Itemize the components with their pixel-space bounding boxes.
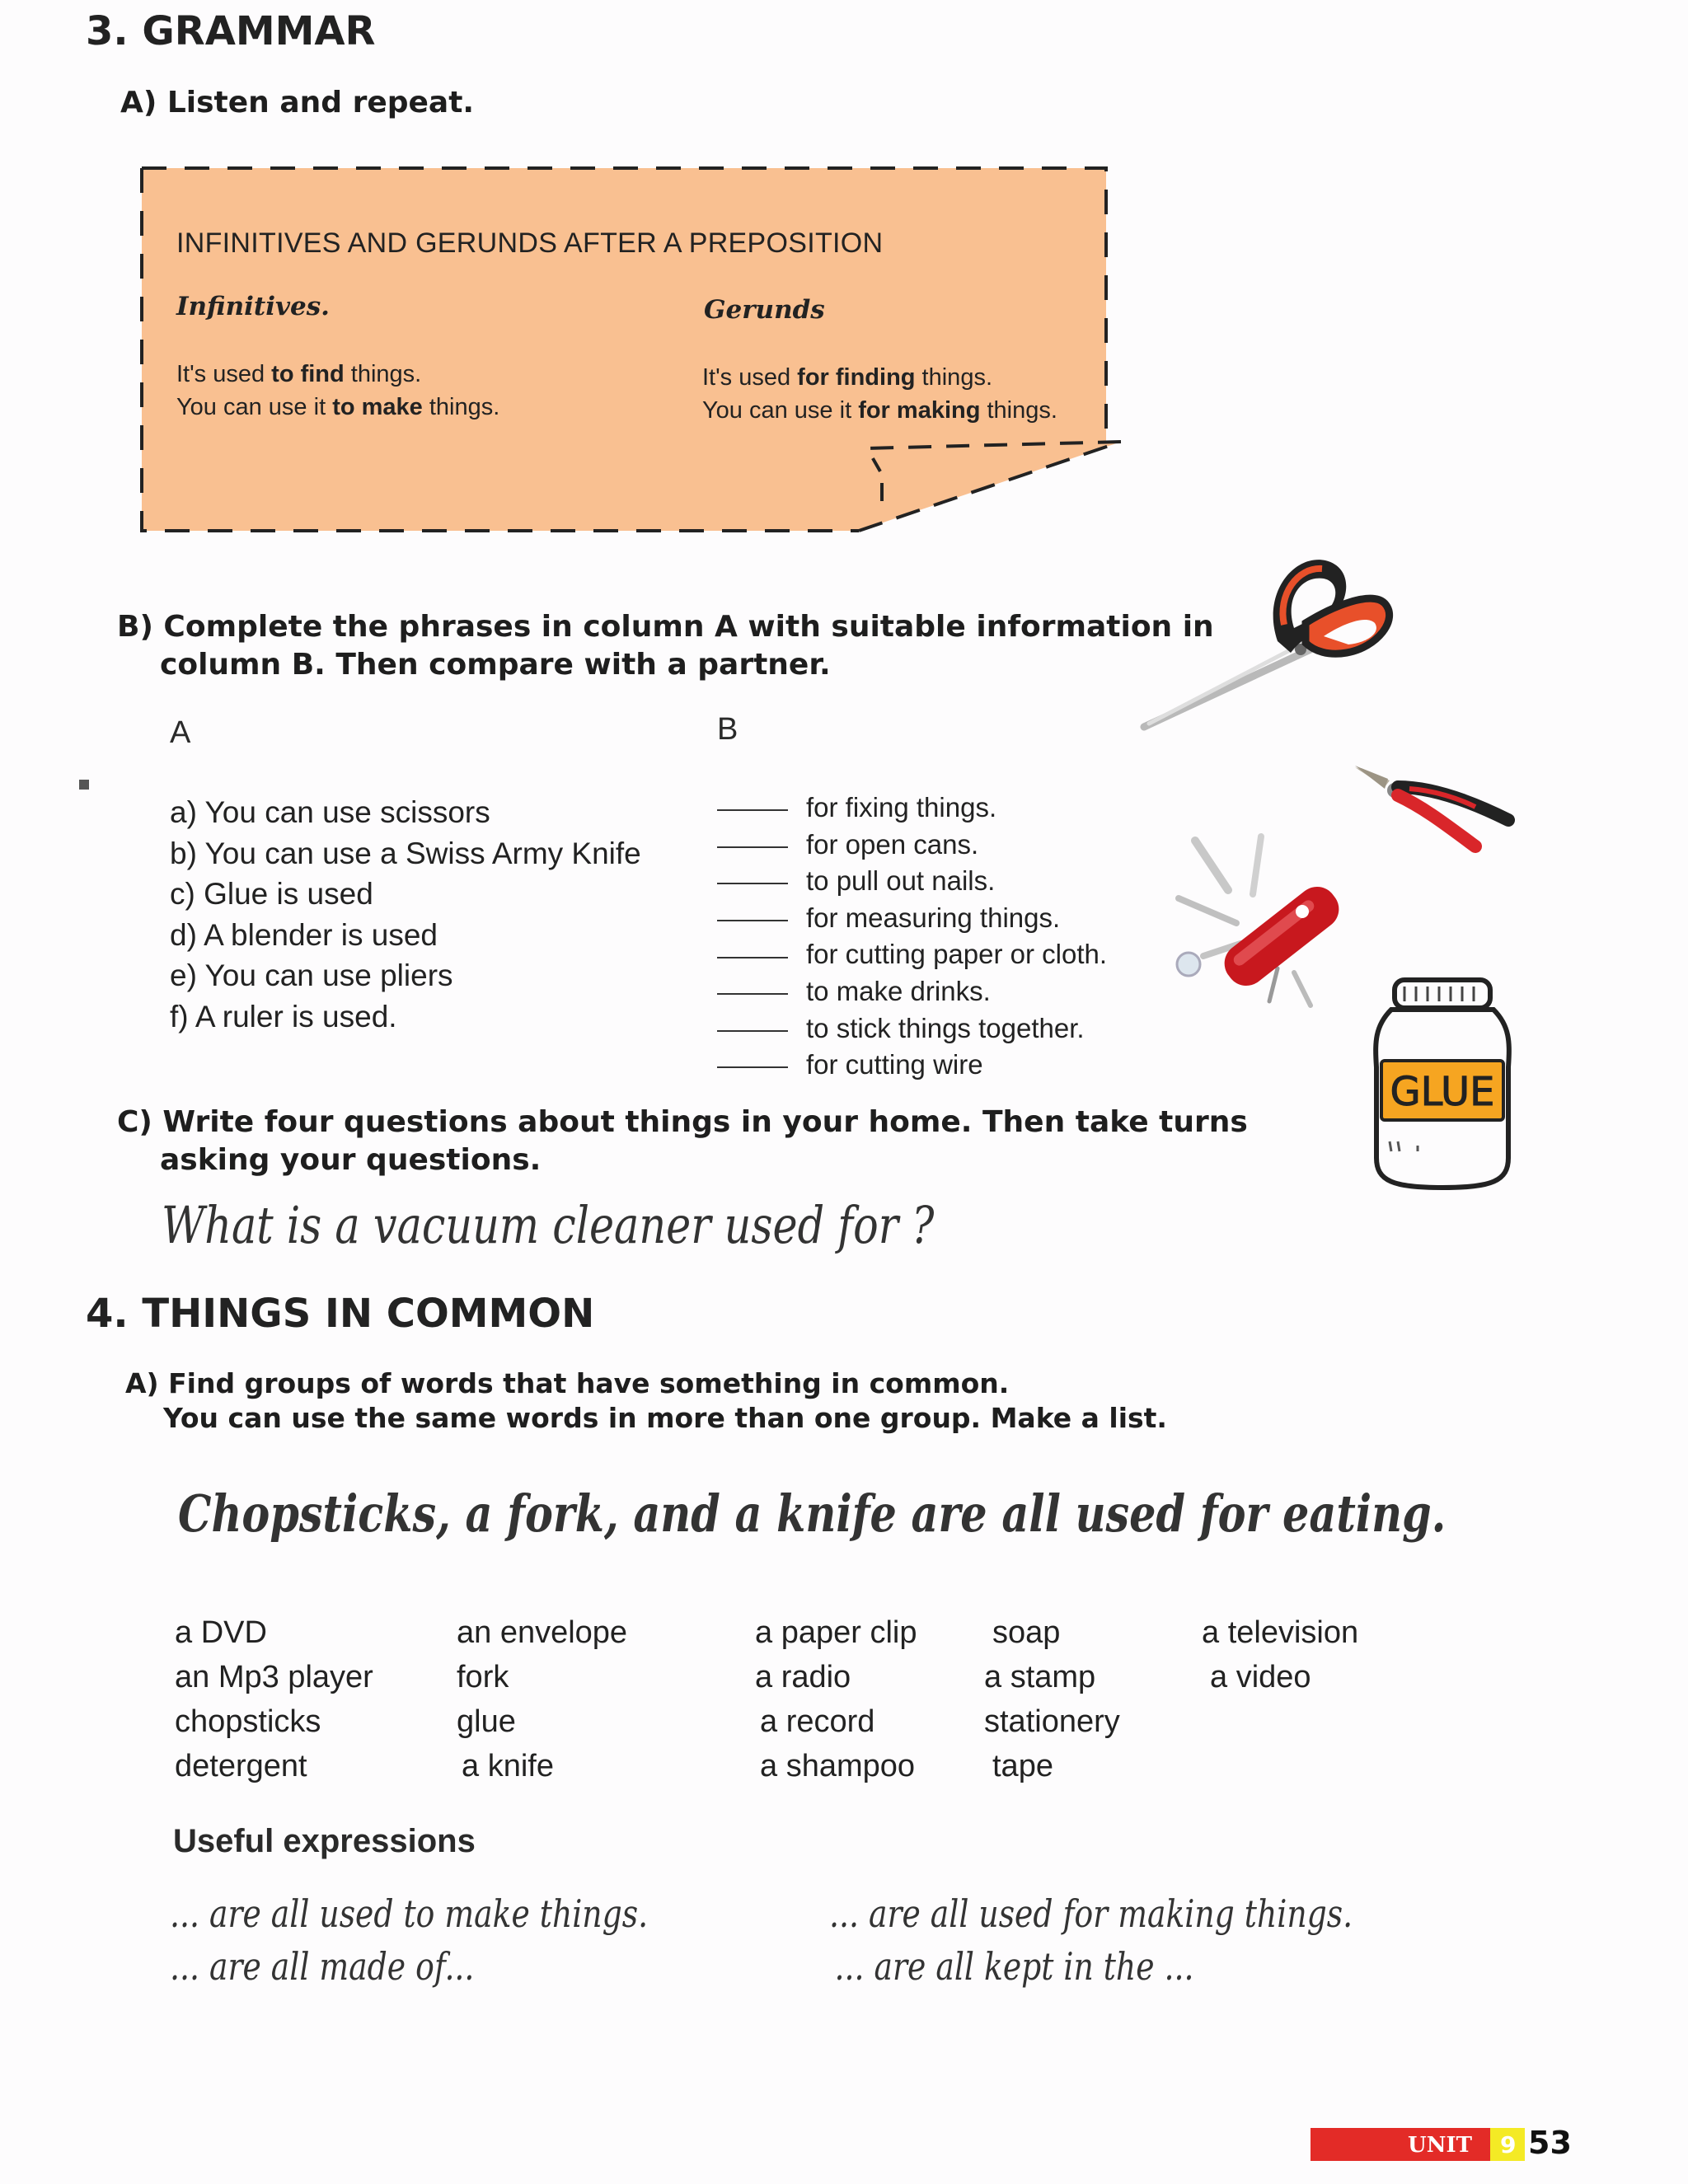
column-a-list [170,792,641,1037]
word-column [1202,1615,1358,1704]
column-a-label: A [170,715,191,750]
column-b-item: to pull out nails. [717,863,1107,900]
glue-label: GLUE [1390,1069,1495,1115]
column-b-item: for measuring things. [717,900,1107,937]
column-a-item: b) You can use a Swiss Army Knife [170,836,641,870]
grammar-box-shape [142,168,1106,531]
column-a-item: a) You can use scissors [170,795,490,829]
word-item: a knife [462,1749,554,1783]
footer-unit-bar [1311,2128,1490,2161]
bullet-mark [79,780,89,790]
answer-blank[interactable] [717,1029,788,1032]
column-b-item: for cutting paper or cloth. [717,936,1107,973]
useful-expressions-right [829,1891,1468,1997]
word-item: detergent [175,1749,307,1783]
word-item: fork [457,1660,509,1694]
page-number: 53 [1528,2125,1572,2161]
example-line: You can use it to make things. [176,394,500,420]
section-4-example: Chopsticks, a fork, and a knife are all used for eating. [178,1483,1447,1544]
example-line: It's used for finding things. [702,364,992,391]
column-a-item: c) Glue is used [170,877,373,911]
word-column [984,1615,1120,1793]
word-column [457,1615,627,1793]
word-item: glue [457,1704,516,1739]
column-b-item: to stick things together. [717,1010,1107,1047]
word-item: an envelope [457,1615,628,1650]
answer-blank[interactable] [717,918,788,921]
example-line: It's used to find things. [176,361,422,387]
useful-expressions-title: Useful expressions [173,1823,476,1859]
column-b-item: to make drinks. [717,973,1107,1010]
glue-jar-illustration [1368,977,1517,1191]
example-line: You can use it for making things. [702,397,1057,424]
word-column [755,1615,917,1793]
column-a-item: d) A blender is used [170,917,438,952]
word-item: a paper clip [755,1615,917,1650]
word-item: tape [992,1749,1053,1783]
unit-label: UNIT [1408,2133,1472,2158]
answer-blank[interactable] [717,808,788,811]
useful-expression: ... are all made of... [170,1944,475,1989]
section-4-title: 4. THINGS IN COMMON [86,1291,595,1337]
grammar-box [142,168,1106,531]
answer-blank[interactable] [717,1065,788,1068]
word-column [175,1615,373,1793]
word-item: an Mp3 player [175,1660,373,1694]
infinitives-heading: Infinitives. [176,292,330,321]
answer-blank[interactable] [717,881,788,884]
pliers-illustration [1352,762,1517,861]
section-3-title: 3. GRAMMAR [86,8,376,54]
useful-expression: ... are all used for making things. [829,1891,1353,1936]
part-c-example: What is a vacuum cleaner used for ? [162,1195,935,1255]
part-b-instruction: B) Complete the phrases in column A with suitable information in column B. Then compare with a partner. [117,610,1214,682]
infinitives-examples [176,358,499,424]
scissors-illustration [1137,544,1401,733]
word-item: a shampoo [760,1749,916,1783]
word-item: stationery [984,1704,1120,1739]
column-b-item: for fixing things. [717,790,1107,827]
word-item: chopsticks [175,1704,321,1739]
useful-expressions-left [170,1891,753,1997]
answer-blank[interactable] [717,991,788,995]
column-a-item: e) You can use pliers [170,958,453,992]
useful-expression: ... are all kept in the ... [834,1944,1194,1989]
section-4-instruction: A) Find groups of words that have something in common. You can use the same words in more than one group. Make a list. [125,1367,1167,1434]
word-item: a record [760,1704,875,1739]
gerunds-heading: Gerunds [704,295,825,325]
word-item: soap [992,1615,1061,1650]
column-b-item: for cutting wire [717,1047,1107,1084]
column-b-item: for open cans. [717,827,1107,864]
word-item: a radio [755,1660,851,1694]
word-item: a video [1210,1660,1311,1694]
useful-expression: ... are all used to make things. [170,1891,649,1936]
unit-number: 9 [1500,2131,1517,2158]
gerunds-examples [702,361,1057,427]
answer-blank[interactable] [717,955,788,958]
column-b-list [717,790,1107,1084]
grammar-box-title: INFINITIVES AND GERUNDS AFTER A PREPOSITION [176,227,884,259]
word-item: a television [1202,1615,1359,1650]
column-b-label: B [717,712,738,747]
part-c-instruction: C) Write four questions about things in your home. Then take turns asking your questions. [117,1105,1248,1177]
unit-number-badge [1490,2128,1525,2161]
column-a-item: f) A ruler is used. [170,999,397,1033]
part-a-instruction: A) Listen and repeat. [120,86,475,120]
word-item: a stamp [984,1660,1096,1694]
word-item: a DVD [175,1615,267,1650]
swiss-army-knife-illustration [1170,832,1352,1014]
answer-blank[interactable] [717,845,788,848]
